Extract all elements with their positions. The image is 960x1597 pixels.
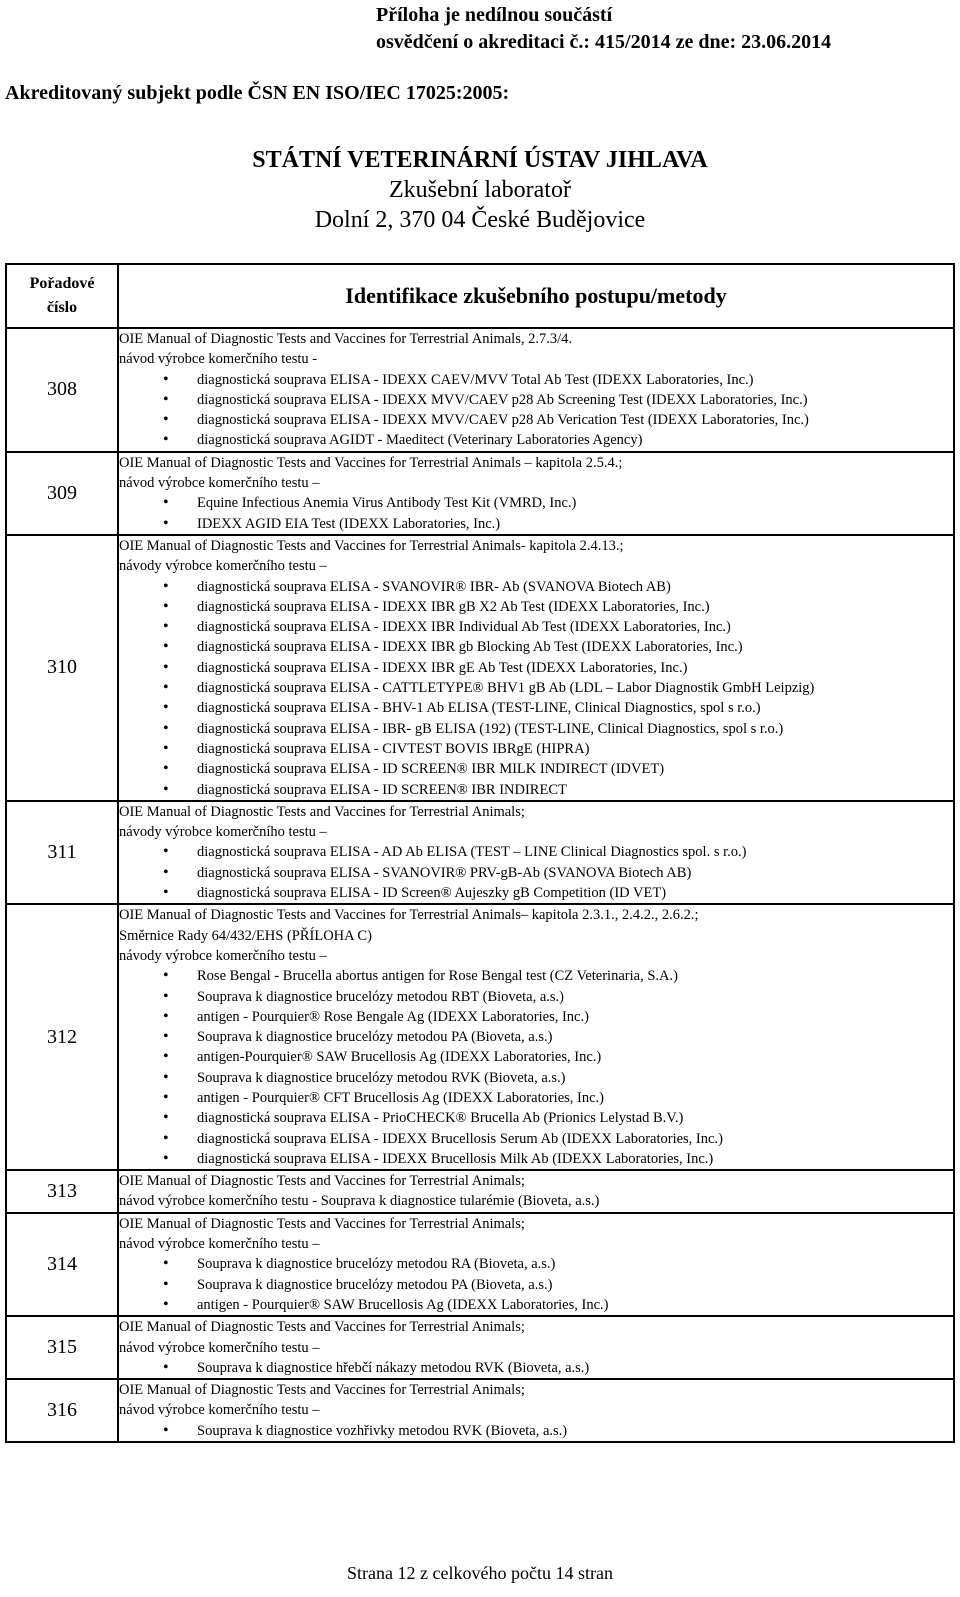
method-reference-line: návod výrobce komerčního testu - [119,351,318,368]
row-method [118,1170,954,1213]
row-method [118,535,954,801]
row-method [118,1379,954,1442]
row-number: 310 [6,535,118,801]
method-reference-line: návod výrobce komerčního testu - Souprava k diagnostice tularémie (Bioveta, a.s.) [119,1193,600,1210]
method-reference-line: OIE Manual of Diagnostic Tests and Vaccines for Terrestrial Animals; [119,1173,525,1190]
test-kit-item: • Souprava k diagnostice hřebčí nákazy metodou RVK (Bioveta, a.s.) [197,1358,953,1378]
method-reference-line: návod výrobce komerčního testu – [119,1236,320,1253]
row-number: 311 [6,801,118,904]
test-kit-list [119,1421,953,1441]
test-kit-item: • Souprava k diagnostice brucelózy metodou PA (Bioveta, a.s.) [197,1027,953,1047]
test-kit-list [119,1358,953,1378]
row-number: 312 [6,904,118,1170]
test-kit-item: • Souprava k diagnostice brucelózy metodou RBT (Bioveta, a.s.) [197,987,953,1007]
column-header-number [6,264,118,328]
method-reference-line: návody výrobce komerčního testu – [119,824,327,841]
table-row [6,1379,954,1442]
test-kit-list [119,493,953,534]
test-kit-item: • diagnostická souprava ELISA - AD Ab ELISA (TEST – LINE Clinical Diagnostics spol. s r.o.) [197,842,953,862]
test-kit-list [119,370,953,451]
test-kit-item: • diagnostická souprava ELISA - IBR- gB ELISA (192) (TEST-LINE, Clinical Diagnostics, spol s r.o.) [197,719,953,739]
row-number: 314 [6,1213,118,1316]
test-kit-item: • diagnostická souprava ELISA - BHV-1 Ab ELISA (TEST-LINE, Clinical Diagnostics, spol s r.o.) [197,698,953,718]
method-reference-line: návody výrobce komerčního testu – [119,558,327,575]
test-kit-item: • diagnostická souprava ELISA - IDEXX MVV/CAEV p28 Ab Screening Test (IDEXX Laboratories, Inc.) [197,390,953,410]
test-kit-item: • diagnostická souprava ELISA - IDEXX IBR gE Ab Test (IDEXX Laboratories, Inc.) [197,658,953,678]
laboratory-name: STÁTNÍ VETERINÁRNÍ ÚSTAV JIHLAVA [252,147,708,173]
row-number: 313 [6,1170,118,1213]
table-row [6,1170,954,1213]
test-kit-item: • Souprava k diagnostice brucelózy metodou RVK (Bioveta, a.s.) [197,1068,953,1088]
test-kit-item: • diagnostická souprava AGIDT - Maeditect (Veterinary Laboratories Agency) [197,430,953,450]
laboratory-address: Dolní 2, 370 04 České Budějovice [314,207,646,233]
test-kit-item: • diagnostická souprava ELISA - ID SCREEN® IBR MILK INDIRECT (IDVET) [197,759,953,779]
annex-note [376,2,831,56]
methods-table [5,263,955,1443]
table-row [6,1213,954,1316]
method-reference-line: OIE Manual of Diagnostic Tests and Vaccines for Terrestrial Animals; [119,803,525,820]
test-kit-item: • antigen-Pourquier® SAW Brucellosis Ag (IDEXX Laboratories, Inc.) [197,1047,953,1067]
column-header-number-line2: číslo [46,299,78,316]
table-row [6,904,954,1170]
test-kit-list [119,1254,953,1315]
test-kit-item: • diagnostická souprava ELISA - ID Screen® Aujeszky gB Competition (ID VET) [197,883,953,903]
test-kit-item: • Souprava k diagnostice vozhřivky metodou RVK (Bioveta, a.s.) [197,1421,953,1441]
method-reference-line: OIE Manual of Diagnostic Tests and Vaccines for Terrestrial Animals- kapitola 2.4.13.; [119,537,624,554]
method-reference-line: OIE Manual of Diagnostic Tests and Vaccines for Terrestrial Animals; [119,1382,525,1399]
method-reference-line: návod výrobce komerčního testu – [119,1339,320,1356]
test-kit-item: • diagnostická souprava ELISA - CIVTEST BOVIS IBRgE (HIPRA) [197,739,953,759]
test-kit-item: • diagnostická souprava ELISA - IDEXX IBR gb Blocking Ab Test (IDEXX Laboratories, Inc.) [197,637,953,657]
row-method [118,328,954,452]
test-kit-list [119,842,953,903]
laboratory-type: Zkušební laboratoř [389,177,571,203]
method-reference-line: OIE Manual of Diagnostic Tests and Vaccines for Terrestrial Animals– kapitola 2.3.1., 2.4.2., 2.6.2.; [119,907,699,924]
test-kit-item: • Equine Infectious Anemia Virus Antibody Test Kit (VMRD, Inc.) [197,493,953,513]
test-kit-item: • Souprava k diagnostice brucelózy metodou RA (Bioveta, a.s.) [197,1254,953,1274]
row-method [118,904,954,1170]
test-kit-item: • diagnostická souprava ELISA - IDEXX MVV/CAEV p28 Ab Verication Test (IDEXX Laboratories, Inc.) [197,410,953,430]
test-kit-item: • diagnostická souprava ELISA - ID SCREEN® IBR INDIRECT [197,780,953,800]
laboratory-block [0,145,960,235]
method-reference-line: návod výrobce komerčního testu – [119,475,320,492]
accredited-subject-heading: Akreditovaný subjekt podle ČSN EN ISO/IEC 17025:2005: [5,82,510,104]
test-kit-item: • diagnostická souprava ELISA - IDEXX Brucellosis Milk Ab (IDEXX Laboratories, Inc.) [197,1149,953,1169]
test-kit-item: • diagnostická souprava ELISA - CATTLETYPE® BHV1 gB Ab (LDL – Labor Diagnostik GmbH Leipzig) [197,678,953,698]
page-footer: Strana 12 z celkového počtu 14 stran [347,1563,613,1583]
row-number: 308 [6,328,118,452]
row-method [118,801,954,904]
table-row [6,801,954,904]
test-kit-item: • Souprava k diagnostice brucelózy metodou PA (Bioveta, a.s.) [197,1275,953,1295]
row-method [118,452,954,535]
table-header-row [6,264,954,328]
method-reference-line: OIE Manual of Diagnostic Tests and Vaccines for Terrestrial Animals; [119,1319,525,1336]
row-number: 309 [6,452,118,535]
table-row [6,1316,954,1379]
table-row [6,328,954,452]
column-header-number-line1: Pořadové [29,275,95,292]
table-row [6,535,954,801]
method-reference-line: návod výrobce komerčního testu – [119,1402,320,1419]
method-reference-line: Směrnice Rady 64/432/EHS (PŘÍLOHA C) [119,927,372,944]
test-kit-item: • diagnostická souprava ELISA - IDEXX Brucellosis Serum Ab (IDEXX Laboratories, Inc.) [197,1129,953,1149]
table-row [6,452,954,535]
annex-note-line1: Příloha je nedílnou součástí [376,4,613,26]
test-kit-item: • diagnostická souprava ELISA - SVANOVIR® PRV-gB-Ab (SVANOVA Biotech AB) [197,863,953,883]
row-number: 315 [6,1316,118,1379]
method-reference-line: OIE Manual of Diagnostic Tests and Vaccines for Terrestrial Animals – kapitola 2.5.4.; [119,454,623,471]
row-number: 316 [6,1379,118,1442]
method-reference-line: návody výrobce komerčního testu – [119,947,327,964]
test-kit-item: • diagnostická souprava ELISA - IDEXX CAEV/MVV Total Ab Test (IDEXX Laboratories, Inc.) [197,370,953,390]
test-kit-list [119,966,953,1169]
column-header-method: Identifikace zkušebního postupu/metody [118,264,954,328]
method-reference-line: OIE Manual of Diagnostic Tests and Vaccines for Terrestrial Animals; [119,1215,525,1232]
row-method [118,1213,954,1316]
test-kit-item: • Rose Bengal - Brucella abortus antigen for Rose Bengal test (CZ Veterinaria, S.A.) [197,966,953,986]
test-kit-item: • antigen - Pourquier® CFT Brucellosis Ag (IDEXX Laboratories, Inc.) [197,1088,953,1108]
test-kit-item: • diagnostická souprava ELISA - IDEXX IBR gB X2 Ab Test (IDEXX Laboratories, Inc.) [197,597,953,617]
test-kit-item: • IDEXX AGID EIA Test (IDEXX Laboratories, Inc.) [197,514,953,534]
test-kit-list [119,577,953,800]
test-kit-item: • antigen - Pourquier® Rose Bengale Ag (IDEXX Laboratories, Inc.) [197,1007,953,1027]
test-kit-item: • diagnostická souprava ELISA - PrioCHECK® Brucella Ab (Prionics Lelystad B.V.) [197,1108,953,1128]
test-kit-item: • diagnostická souprava ELISA - SVANOVIR® IBR- Ab (SVANOVA Biotech AB) [197,577,953,597]
annex-note-line2: osvědčení o akreditaci č.: 415/2014 ze dne: 23.06.2014 [376,31,832,53]
method-reference-line: OIE Manual of Diagnostic Tests and Vaccines for Terrestrial Animals, 2.7.3/4. [119,331,573,347]
row-method [118,1316,954,1379]
test-kit-item: • antigen - Pourquier® SAW Brucellosis Ag (IDEXX Laboratories, Inc.) [197,1295,953,1315]
test-kit-item: • diagnostická souprava ELISA - IDEXX IBR Individual Ab Test (IDEXX Laboratories, Inc.) [197,617,953,637]
